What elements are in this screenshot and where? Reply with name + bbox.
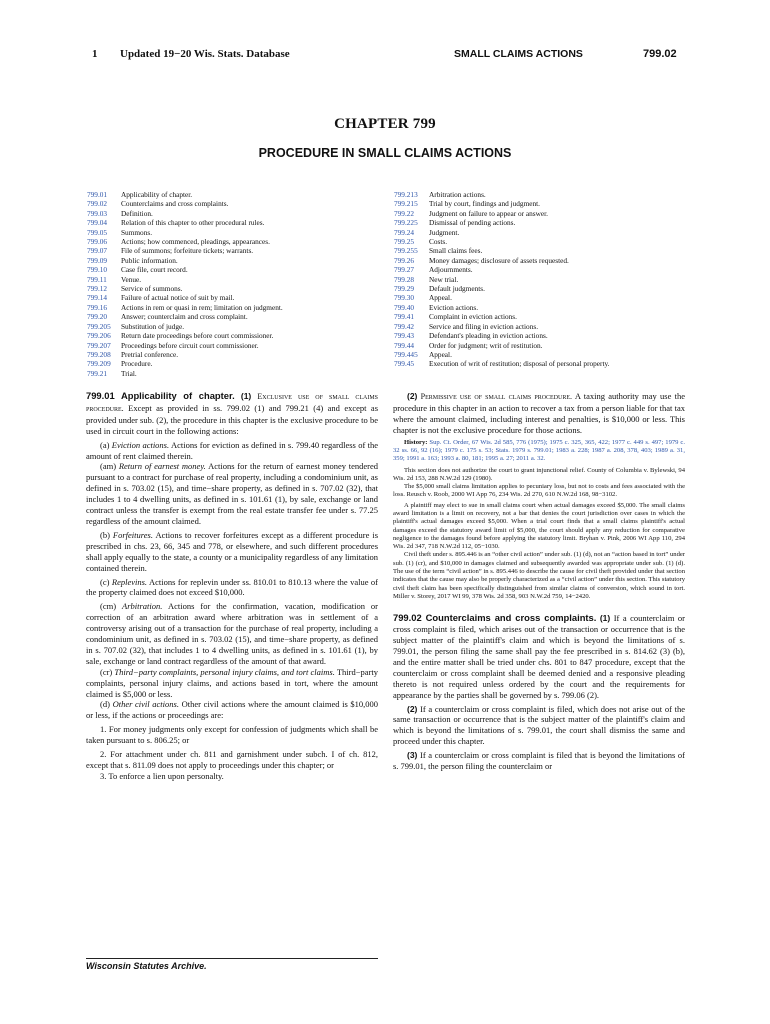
toc-entry[interactable] bbox=[87, 237, 387, 246]
toc-section-number[interactable]: 799.28 bbox=[394, 274, 415, 284]
paragraph-title: Replevins. bbox=[111, 576, 148, 587]
toc-section-title: Proceedings before circuit court commissioner. bbox=[121, 340, 259, 350]
toc-section-title: Public information. bbox=[121, 255, 178, 265]
toc-section-number[interactable]: 799.05 bbox=[87, 227, 108, 237]
toc-section-number[interactable]: 799.04 bbox=[87, 218, 108, 228]
toc-entry[interactable] bbox=[87, 322, 387, 331]
history-label: History: bbox=[404, 438, 428, 446]
toc-section-title: Actions; how commenced, pleadings, appearances. bbox=[121, 237, 270, 247]
edition-label: Updated 19−20 Wis. Stats. Database bbox=[120, 48, 290, 60]
paragraph-title: Forfeitures. bbox=[112, 529, 153, 540]
subsection-2 bbox=[393, 391, 685, 436]
toc-section-title: Judgment on failure to appear or answer. bbox=[429, 208, 548, 218]
toc-entry[interactable] bbox=[394, 209, 684, 218]
annotation-note: A plaintiff may elect to sue in small claims court when actual damages exceed $5,000. The small claims award limitation is a limit on recovery, not a bar that denies the court jurisdiction over cases in which the plaintiff's actual damages exceed $5,000. When a trial court finds that a small claims plaintiff's actual damages exceed the statutory award limit of $5,000, the court should apply any reduction for comparative negligence to the damages found before applying the statutory limit. Bryhan v. Pink, 2006 WI App 110, 294 Wis. 2d 347, 718 N.W.2d 112, 05−1030. bbox=[393, 501, 685, 551]
toc-section-title: Complaint in eviction actions. bbox=[429, 312, 517, 322]
subsection-3-text bbox=[393, 750, 685, 772]
toc-section-number[interactable]: 799.44 bbox=[394, 340, 415, 350]
footer-archive-label: Wisconsin Statutes Archive. bbox=[86, 958, 378, 971]
toc-section-number[interactable]: 799.22 bbox=[394, 208, 415, 218]
toc-section-number[interactable]: 799.01 bbox=[87, 190, 108, 199]
toc-entry[interactable] bbox=[394, 237, 684, 246]
paragraph-label: (a) bbox=[100, 439, 110, 450]
toc-section-number[interactable]: 799.255 bbox=[394, 246, 418, 256]
toc-section-number[interactable]: 799.07 bbox=[87, 246, 108, 256]
toc-section-title: Pretrial conference. bbox=[121, 349, 179, 359]
toc-section-title: Costs. bbox=[429, 237, 448, 247]
toc-entry[interactable] bbox=[87, 209, 387, 218]
toc-section-title: Order for judgment; writ of restitution. bbox=[429, 340, 543, 350]
paragraph-text: Actions for the confirmation, vacation, modification or correction of an arbitration award where arbitration was in settlement of a controversy arising out of a transaction for the purchase of real property, including a condominium unit, as defined in s. 703.02 (15), and time−share property, as defined in s. 707.02 (32), that includes 1 to 4 dwelling units, as defined in s. 101.61 (1), by sale, exchange or land contract regardless of the amount of that award. bbox=[86, 601, 379, 666]
table-of-contents-right bbox=[394, 190, 684, 369]
toc-section-number[interactable]: 799.42 bbox=[394, 321, 415, 331]
toc-entry[interactable] bbox=[394, 275, 684, 284]
toc-section-title: Applicability of chapter. bbox=[121, 190, 193, 199]
toc-entry[interactable] bbox=[394, 199, 684, 208]
toc-entry[interactable] bbox=[87, 199, 387, 208]
table-of-contents-left bbox=[87, 190, 387, 378]
toc-section-number[interactable]: 799.205 bbox=[87, 321, 111, 331]
subsection-number: (2) bbox=[407, 703, 418, 714]
toc-section-title: Return date proceedings before court commissioner. bbox=[121, 331, 274, 341]
section-heading: 799.01 Applicability of chapter. bbox=[86, 390, 235, 401]
toc-section-title: Trial. bbox=[121, 368, 137, 378]
subsection-number: (1) bbox=[599, 613, 611, 624]
paragraph-title: Other civil actions. bbox=[112, 699, 179, 710]
toc-entry[interactable] bbox=[87, 341, 387, 350]
toc-section-title: Execution of writ of restitution; disposal of personal property. bbox=[429, 359, 610, 369]
toc-section-number[interactable]: 799.12 bbox=[87, 284, 108, 294]
paragraph-text: If a counterclaim or cross complaint is filed, which does not arise out of the same transaction or occurrence that is the subject matter of the plaintiff's claim and which is beyond the limitations of s. 799.01, the court shall dismiss the same and proceed under this chapter. bbox=[393, 703, 685, 747]
toc-entry[interactable] bbox=[394, 228, 684, 237]
toc-entry[interactable] bbox=[87, 350, 387, 359]
toc-section-number[interactable]: 799.445 bbox=[394, 349, 418, 359]
toc-entry[interactable] bbox=[87, 293, 387, 302]
toc-entry[interactable] bbox=[87, 218, 387, 227]
toc-section-title: Answer; counterclaim and cross complaint. bbox=[121, 312, 248, 322]
toc-section-number[interactable]: 799.16 bbox=[87, 302, 108, 312]
paragraph-text: If a counterclaim or cross complaint is filed, which arises out of the transaction or occurrence that is the subject matter of the plaintiff's claim and which is beyond the limitations of s. 799.01, the person filing the same shall pay the fee prescribed in s. 814.62 (3) (b), and the entire matter shall be tried under chs. 801 to 847 procedure, except that the counterclaim or cross complaint shall be deemed denied and a responsive pleading thereto is not required unless ordered by the court and the requirements for appearance by the parties shall be governed by s. 799.06 (2). bbox=[393, 613, 685, 700]
toc-section-number[interactable]: 799.45 bbox=[394, 359, 415, 369]
toc-entry[interactable] bbox=[394, 246, 684, 255]
toc-section-title: Defendant's pleading in eviction actions. bbox=[429, 331, 548, 341]
toc-section-title: Failure of actual notice of suit by mail. bbox=[121, 293, 235, 303]
toc-section-title: Procedure. bbox=[121, 359, 153, 369]
paragraph-label: (c) bbox=[100, 576, 110, 587]
toc-entry[interactable] bbox=[394, 341, 684, 350]
paragraph-title: Arbitration. bbox=[122, 601, 163, 612]
toc-section-title: Definition. bbox=[121, 208, 153, 218]
section-799-01 bbox=[86, 391, 378, 437]
subsection-2-text bbox=[393, 704, 685, 748]
toc-entry[interactable] bbox=[394, 284, 684, 293]
toc-section-title: Appeal. bbox=[429, 349, 452, 359]
toc-entry[interactable] bbox=[394, 293, 684, 302]
toc-section-number[interactable]: 799.02 bbox=[87, 199, 108, 209]
toc-section-title: Counterclaims and cross complaints. bbox=[121, 199, 229, 209]
paragraph-label: (am) bbox=[100, 461, 117, 472]
body-column-right bbox=[393, 391, 685, 772]
toc-section-title: Summons. bbox=[121, 227, 153, 237]
paragraph-text: Actions to recover forfeitures except as a different procedure is prescribed in chs. 23, 66, 345 and 778, or elsewhere, and such different procedures shall apply equally to the state, a county or a municipality regardless of any limitation contained therein. bbox=[86, 529, 378, 573]
toc-section-number[interactable]: 799.27 bbox=[394, 265, 415, 275]
toc-entry[interactable] bbox=[394, 218, 684, 227]
toc-section-number[interactable]: 799.11 bbox=[87, 274, 107, 284]
paragraph-text: Actions for the return of earnest money tendered pursuant to a contract for purchase of real property, including a condominium unit, as defined in s. 703.02 (15), and time−share property, as defined in s. 707.02 (32), that includes 1 to 4 dwelling units, as defined in s. 101.61 (1), by sale, exchange or land contract unless the transfer is exempt from the real estate transfer fee under s. 77.25 regardless of the amount claimed. bbox=[86, 461, 379, 526]
annotation-note: Civil theft under s. 895.446 is an “other civil action” under sub. (1) (d), not an “action based in tort” under sub. (1) (cr), and $10,000 in damages claimed and subsequently awarded was appropriate under sub. (1) (d). The use of the term “civil action” in s. 895.446 to describe the cause for civil theft provided under that section indicates that the cause may also be properly characterized as a “civil action” under this section. This statutory civil theft claim has been specifically distinguished from similar claims of conversion, which sound in tort. Miller v. Storey, 2017 WI 99, 378 Wis. 2d 358, 903 N.W.2d 759, 14−2420. bbox=[393, 551, 685, 600]
toc-entry[interactable] bbox=[87, 256, 387, 265]
paragraph-text: Except as provided in ss. 799.02 (1) and 799.21 (4) and except as provided under sub. (2), the procedure in this chapter is the exclusive procedure to be used in circuit court in the following actions: bbox=[86, 402, 379, 436]
toc-section-title: Appeal. bbox=[429, 293, 452, 303]
toc-section-title: Eviction actions. bbox=[429, 302, 479, 312]
toc-section-title: Relation of this chapter to other procedural rules. bbox=[121, 218, 265, 228]
paragraph-label: (b) bbox=[100, 529, 110, 540]
header-section-title: SMALL CLAIMS ACTIONS bbox=[454, 48, 583, 60]
section-heading: 799.02 Counterclaims and cross complaints. bbox=[393, 612, 597, 624]
toc-section-number[interactable]: 799.41 bbox=[394, 312, 415, 322]
subsection-caption: Exclusive use of small claims procedure. bbox=[86, 392, 379, 413]
subsection-number: (3) bbox=[407, 750, 418, 761]
toc-section-title: Case file, court record. bbox=[121, 265, 188, 275]
toc-section-number[interactable]: 799.215 bbox=[394, 199, 418, 209]
header-section-number: 799.02 bbox=[643, 48, 677, 60]
toc-entry[interactable] bbox=[394, 350, 684, 359]
toc-entry[interactable] bbox=[394, 322, 684, 331]
toc-section-number[interactable]: 799.06 bbox=[87, 237, 108, 247]
subsection-caption: Permissive use of small claims procedure. bbox=[420, 392, 573, 401]
toc-section-title: Substitution of judge. bbox=[121, 321, 185, 331]
toc-section-title: Service of summons. bbox=[121, 284, 183, 294]
subdivision-2: 2. For attachment under ch. 811 and garnishment under subch. I of ch. 812, except that s. 811.09 does not apply to proceedings under this chapter; or bbox=[86, 749, 378, 770]
body-column-left bbox=[86, 391, 378, 782]
subdivision-1: 1. For money judgments only except for confession of judgments which shall be taken pursuant to s. 806.25; or bbox=[86, 724, 378, 746]
paragraph-am bbox=[86, 461, 378, 526]
paragraph-cr bbox=[86, 667, 378, 700]
toc-section-number[interactable]: 799.208 bbox=[87, 349, 111, 359]
chapter-title: PROCEDURE IN SMALL CLAIMS ACTIONS bbox=[258, 146, 512, 160]
toc-entry[interactable] bbox=[87, 312, 387, 321]
toc-section-number[interactable]: 799.43 bbox=[394, 331, 415, 341]
toc-section-title: Judgment. bbox=[429, 227, 460, 237]
toc-section-title: Trial by court, findings and judgment. bbox=[429, 199, 540, 209]
chapter-number: CHAPTER 799 bbox=[334, 116, 436, 132]
toc-section-title: Default judgments. bbox=[429, 284, 485, 294]
toc-section-number[interactable]: 799.14 bbox=[87, 293, 108, 303]
paragraph-label: (cm) bbox=[100, 601, 117, 612]
toc-entry[interactable] bbox=[394, 359, 684, 368]
toc-section-title: File of summons; forfeiture tickets; warrants. bbox=[121, 246, 254, 256]
paragraph-b bbox=[86, 530, 378, 574]
toc-entry[interactable] bbox=[87, 284, 387, 293]
toc-entry[interactable] bbox=[87, 265, 387, 274]
toc-section-number[interactable]: 799.20 bbox=[87, 312, 108, 322]
toc-entry[interactable] bbox=[394, 265, 684, 274]
toc-section-number[interactable]: 799.206 bbox=[87, 331, 111, 341]
paragraph-label: (d) bbox=[100, 699, 110, 710]
toc-entry[interactable] bbox=[87, 190, 387, 199]
toc-entry[interactable] bbox=[394, 312, 684, 321]
subsection-number: (1) bbox=[240, 391, 252, 401]
toc-section-title: New trial. bbox=[429, 274, 459, 284]
toc-section-number[interactable]: 799.225 bbox=[394, 218, 418, 228]
toc-section-number[interactable]: 799.213 bbox=[394, 190, 418, 199]
toc-entry[interactable] bbox=[87, 246, 387, 255]
running-header bbox=[0, 48, 770, 64]
toc-section-number[interactable]: 799.21 bbox=[87, 368, 108, 378]
toc-entry[interactable] bbox=[87, 331, 387, 340]
toc-section-number[interactable]: 799.09 bbox=[87, 255, 108, 265]
toc-section-title: Small claims fees. bbox=[429, 246, 483, 256]
toc-entry[interactable] bbox=[87, 275, 387, 284]
toc-section-number[interactable]: 799.29 bbox=[394, 284, 415, 294]
toc-entry[interactable] bbox=[87, 303, 387, 312]
subsection-number: (2) bbox=[407, 391, 418, 401]
paragraph-text: A taxing authority may use the procedure in this chapter in an action to recover a tax from a person liable for that tax where the amount claimed, including interest and penalties, is $10,000 or less. This chapter is not the exclusive procedure for those actions. bbox=[393, 391, 686, 435]
toc-entry[interactable] bbox=[394, 256, 684, 265]
toc-section-number[interactable]: 799.209 bbox=[87, 359, 111, 369]
toc-entry[interactable] bbox=[87, 369, 387, 378]
toc-section-title: Dismissal of pending actions. bbox=[429, 218, 516, 228]
paragraph-c bbox=[86, 577, 378, 599]
paragraph-d bbox=[86, 699, 378, 721]
section-799-02 bbox=[393, 613, 685, 700]
paragraph-text: Actions for replevin under ss. 810.01 to 810.13 where the value of the property claimed does not exceed $10,000. bbox=[86, 576, 379, 598]
paragraph-text: Third−party complaints, personal injury claims, and actions based in tort, where the amount claimed is $5,000 or less. bbox=[86, 666, 378, 699]
toc-section-title: Adjournments. bbox=[429, 265, 473, 275]
paragraph-a bbox=[86, 440, 378, 462]
history-text[interactable]: Sup. Ct. Order, 67 Wis. 2d 585, 776 (1975); 1975 c. 325, 365, 422; 1977 c. 449 s. 497; 1979 c. 32 ss. 66, 92 (16); 1979 c. 175 s. 53; Stats. 1979 s. 799.01; 1983 a. 228; 1987 a. 208, 378, 403; 1989 a. 31, 359; 1991 a. 163; 1993 a. 80, 181; 1995 a. 27; 2011 a. 32. bbox=[393, 438, 685, 463]
annotation-note: This section does not authorize the court to grant injunctional relief. County of Columbia v. Bylewski, 94 Wis. 2d 153, 288 N.W.2d 129 (1980). bbox=[393, 466, 685, 482]
annotation-note: The $5,000 small claims limitation applies to pecuniary loss, but not to costs and fees associated with the loss. Reusch v. Roob, 2000 WI App 76, 234 Wis. 2d 270, 610 N.W.2d 168, 98−3102. bbox=[393, 483, 685, 499]
paragraph-text: Other civil actions where the amount claimed is $10,000 or less, if the actions or proceedings are: bbox=[86, 699, 379, 721]
toc-section-title: Arbitration actions. bbox=[429, 190, 486, 199]
subdivision-3: 3. To enforce a lien upon personalty. bbox=[100, 770, 224, 781]
paragraph-cm bbox=[86, 601, 378, 666]
toc-entry[interactable] bbox=[394, 190, 684, 199]
paragraph-text: If a counterclaim or cross complaint is filed that is beyond the limitations of s. 799.01, the person filing the counterclaim or bbox=[393, 750, 685, 772]
toc-section-number[interactable]: 799.26 bbox=[394, 255, 415, 265]
toc-section-title: Actions in rem or quasi in rem; limitation on judgment. bbox=[121, 302, 283, 312]
toc-section-title: Service and filing in eviction actions. bbox=[429, 321, 539, 331]
toc-section-number[interactable]: 799.24 bbox=[394, 227, 415, 237]
paragraph-title: Eviction actions. bbox=[111, 439, 170, 450]
toc-entry[interactable] bbox=[394, 331, 684, 340]
toc-section-number[interactable]: 799.40 bbox=[394, 302, 415, 312]
toc-section-number[interactable]: 799.03 bbox=[87, 208, 108, 218]
toc-section-number[interactable]: 799.10 bbox=[87, 265, 108, 275]
paragraph-title: Return of earnest money. bbox=[118, 461, 206, 472]
toc-section-number[interactable]: 799.207 bbox=[87, 340, 111, 350]
toc-entry[interactable] bbox=[87, 359, 387, 368]
toc-section-title: Money damages; disclosure of assets requested. bbox=[429, 255, 569, 265]
toc-entry[interactable] bbox=[394, 303, 684, 312]
history-note bbox=[393, 439, 685, 464]
toc-section-title: Venue. bbox=[121, 274, 142, 284]
page-number: 1 bbox=[92, 48, 98, 60]
paragraph-title: Third−party complaints, personal injury claims, and tort claims. bbox=[114, 666, 335, 677]
toc-entry[interactable] bbox=[87, 228, 387, 237]
paragraph-text: Actions for eviction as defined in s. 799.40 regardless of the amount of rent claimed therein. bbox=[86, 439, 378, 461]
toc-section-number[interactable]: 799.25 bbox=[394, 237, 415, 247]
paragraph-label: (cr) bbox=[100, 666, 113, 677]
toc-section-number[interactable]: 799.30 bbox=[394, 293, 415, 303]
